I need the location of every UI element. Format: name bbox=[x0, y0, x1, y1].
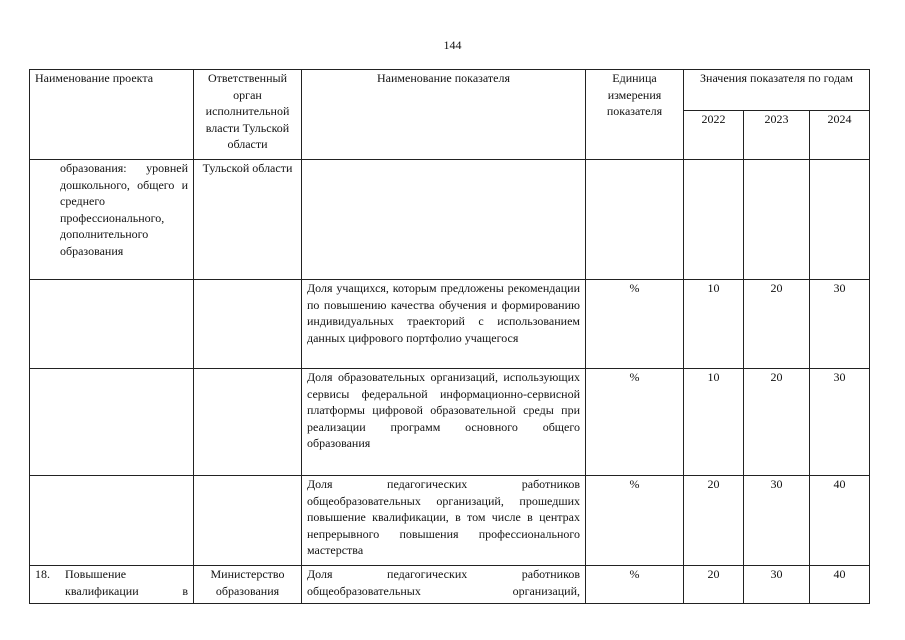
table-row bbox=[30, 566, 870, 604]
table-row bbox=[30, 160, 870, 280]
project-cell bbox=[30, 369, 194, 476]
responsible-cell: Тульской области bbox=[194, 160, 302, 280]
project-line-1: Повышение bbox=[65, 567, 127, 581]
value-2023-cell: 20 bbox=[744, 280, 810, 369]
table-row bbox=[30, 476, 870, 566]
value-2022-cell: 10 bbox=[684, 280, 744, 369]
value-2024-cell bbox=[810, 160, 870, 280]
unit-cell bbox=[586, 160, 684, 280]
table-row bbox=[30, 280, 870, 369]
indicator-cell: Доля учащихся, которым предложены рекомендации по повышению качества обучения и формированию индивидуальных траекторий с использованием данных цифрового портфолио учащегося bbox=[302, 280, 586, 369]
header-values-group: Значения показателя по годам bbox=[684, 70, 870, 111]
header-unit: Единица измерения показателя bbox=[586, 70, 684, 160]
value-2024-cell: 30 bbox=[810, 369, 870, 476]
project-cell bbox=[30, 476, 194, 566]
responsible-cell bbox=[194, 369, 302, 476]
responsible-cell bbox=[194, 476, 302, 566]
indicator-cell: Доля педагогических работников общеобразовательных организаций, bbox=[302, 566, 586, 604]
value-2022-cell: 20 bbox=[684, 476, 744, 566]
value-2022-cell: 20 bbox=[684, 566, 744, 604]
value-2024-cell: 40 bbox=[810, 476, 870, 566]
value-2022-cell bbox=[684, 160, 744, 280]
header-year-2022: 2022 bbox=[684, 111, 744, 160]
table-row bbox=[30, 369, 870, 476]
header-year-2023: 2023 bbox=[744, 111, 810, 160]
project-cell: образования: уровней дошкольного, общего и среднего профессионального, дополнительного образования bbox=[30, 160, 194, 280]
indicator-cell: Доля образовательных организаций, использующих сервисы федеральной информационно-сервисной платформы цифровой образовательной среды при реализации программ основного общего образования bbox=[302, 369, 586, 476]
value-2022-cell: 10 bbox=[684, 369, 744, 476]
indicator-cell bbox=[302, 160, 586, 280]
header-row bbox=[30, 70, 870, 111]
value-2024-cell: 30 bbox=[810, 280, 870, 369]
header-responsible: Ответственный орган исполнительной власти Тульской области bbox=[194, 70, 302, 160]
project-cell bbox=[30, 280, 194, 369]
indicator-cell: Доля педагогических работников общеобразовательных организаций, прошедших повышение квалификации, в том числе в центрах непрерывного повышения профессионального мастерства bbox=[302, 476, 586, 566]
unit-cell: % bbox=[586, 369, 684, 476]
value-2023-cell: 30 bbox=[744, 476, 810, 566]
header-project: Наименование проекта bbox=[30, 70, 194, 160]
value-2023-cell bbox=[744, 160, 810, 280]
header-indicator: Наименование показателя bbox=[302, 70, 586, 160]
responsible-cell bbox=[194, 280, 302, 369]
value-2023-cell: 20 bbox=[744, 369, 810, 476]
unit-cell: % bbox=[586, 476, 684, 566]
page-number: 144 bbox=[443, 38, 462, 52]
header-year-2024: 2024 bbox=[810, 111, 870, 160]
indicators-table bbox=[29, 69, 870, 604]
project-cell bbox=[30, 566, 194, 604]
value-2023-cell: 30 bbox=[744, 566, 810, 604]
unit-cell: % bbox=[586, 566, 684, 604]
row-number: 18. bbox=[35, 567, 50, 581]
value-2024-cell: 40 bbox=[810, 566, 870, 604]
unit-cell: % bbox=[586, 280, 684, 369]
project-line-2: квалификации в bbox=[65, 583, 188, 598]
responsible-cell: Министерство образования bbox=[194, 566, 302, 604]
